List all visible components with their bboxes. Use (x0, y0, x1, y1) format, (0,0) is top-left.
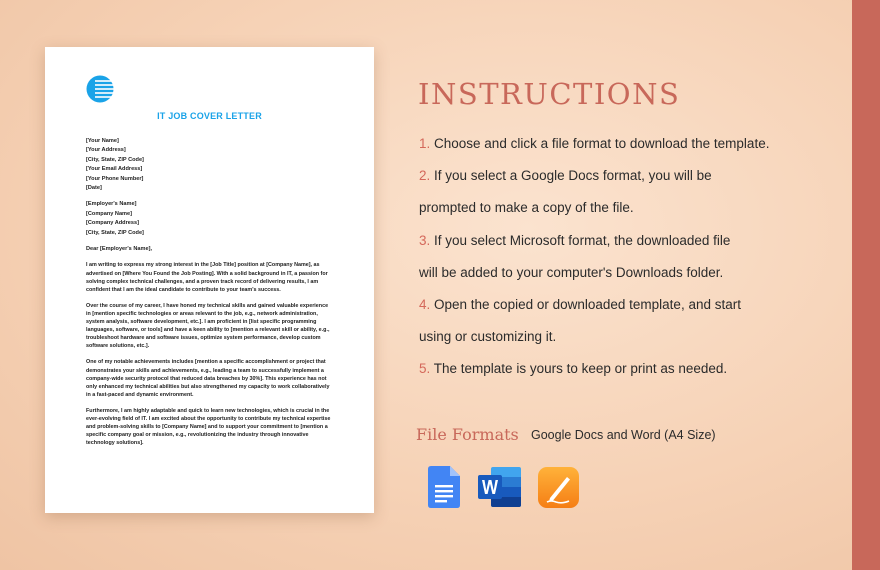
document-title: IT JOB COVER LETTER (157, 111, 262, 121)
step-text: If you select a Google Docs format, you will be (430, 168, 712, 184)
step-text: Choose and click a file format to download the template. (430, 136, 770, 151)
sender-line: [Date] (86, 185, 102, 192)
letter-paragraph: I am writing to express my strong interest in the [Job Title] position at [Company Name], as advertised on [Where You Found the Job Posting]. With a solid background in IT, a passion for solving complex technical challenges, and a proven track record of delivering results, I am confident that I am the ideal candidate to contribute to your team's success. (86, 262, 328, 293)
recipient-line: [Employer's Name] (86, 201, 137, 208)
recipient-line: [Company Address] (86, 220, 139, 227)
google-docs-icon[interactable] (428, 466, 460, 508)
instruction-line (419, 192, 839, 224)
sender-line: [Your Email Address] (86, 166, 143, 173)
greeting: Dear [Employer's Name], (86, 246, 152, 253)
step-text: will be added to your computer's Downloads folder. (419, 264, 724, 280)
step-number: 4. (419, 296, 431, 312)
greeting-block (86, 245, 334, 254)
step-number: 3. (419, 232, 431, 248)
letter-paragraph: Furthermore, I am highly adaptable and quick to learn new technologies, which is crucial in the ever-evolving field of IT. I am excited about the opportunity to contribute my technical expertise and problem-solving skills to [Company Name] and to support your commitment to [mention a specific company goal or mission, e.g., revolutionizing the industry through innovative technology solutions]. (86, 407, 331, 447)
letter-body (86, 137, 334, 455)
apple-pages-icon[interactable] (538, 467, 579, 508)
instruction-line (419, 257, 839, 289)
document-preview (45, 47, 374, 513)
instruction-steps (419, 128, 839, 386)
letter-paragraph: One of my notable achievements includes [mention a specific accomplishment or project that demonstrates your skills and achievements, e.g., leading a team to successfully implement a company-wide security protocol that reduced data breaches by 30%]. This experience has not only enhanced my technical abilities but also strengthened my capacity to work collaboratively in a fast-paced and dynamic environment. (86, 359, 330, 398)
sender-line: [Your Name] (86, 138, 119, 144)
sender-block (86, 137, 334, 193)
file-formats-value: Google Docs and Word (A4 Size) (531, 428, 716, 442)
sender-line: [City, State, ZIP Code] (86, 156, 144, 163)
sender-line: [Your Address] (86, 147, 126, 154)
step-number: 5. (419, 361, 431, 377)
step-number: 2. (419, 168, 431, 184)
instruction-line (419, 353, 839, 385)
recipient-line: [City, State, ZIP Code] (86, 229, 144, 236)
instruction-line (419, 160, 839, 192)
instruction-line (419, 128, 839, 160)
step-text: If you select Microsoft format, the downloaded file (430, 232, 731, 248)
file-formats-label: File Formats (416, 425, 519, 444)
microsoft-word-icon[interactable] (478, 467, 521, 507)
letter-paragraph: Over the course of my career, I have honed my technical skills and gained valuable experience in [mention specific technologies or areas relevant to the job, e.g., network administration, system analysis, software development, etc.]. I am proficient in [list specific programming languages, software, or tools] and have a keen ability to [mention a relevant skill or ability, e.g., troubleshoot hardware and software issues, optimize system performance, develop custom software solutions, etc.]. (86, 302, 330, 350)
recipient-line: [Company Name] (86, 210, 133, 217)
instruction-line (419, 289, 839, 321)
step-number: 1. (419, 136, 431, 151)
instruction-line (419, 225, 839, 257)
recipient-block (86, 200, 334, 238)
sender-line: [Your Phone Number] (86, 175, 144, 182)
side-accent-band (852, 0, 880, 570)
instructions-heading: INSTRUCTIONS (418, 77, 681, 111)
step-text: The template is yours to keep or print as needed. (430, 361, 728, 377)
company-logo-icon (86, 75, 114, 103)
step-text: Open the copied or downloaded template, and start (430, 296, 741, 312)
step-text: prompted to make a copy of the file. (419, 200, 634, 216)
step-text: using or customizing it. (419, 329, 557, 345)
instruction-line (419, 321, 839, 353)
